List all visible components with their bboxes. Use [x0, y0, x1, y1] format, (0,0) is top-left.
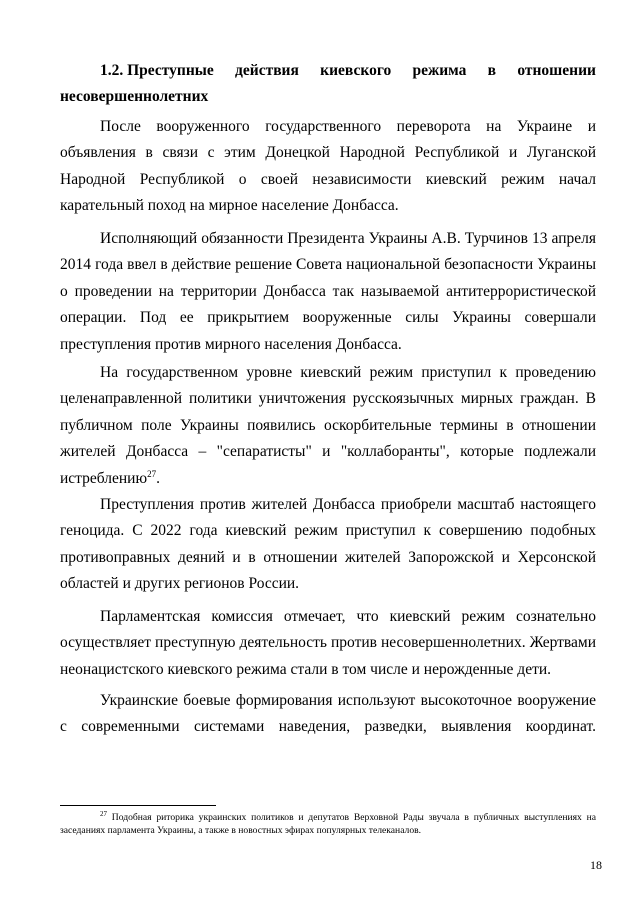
section-heading-line1	[60, 58, 596, 84]
section-heading	[60, 58, 596, 110]
paragraph-2: Исполняющий обязанности Президента Украины А.В. Турчинов 13 апреля 2014 года ввел в действие решение Совета национальной безопасности Украины о проведении на территории Донбасса так называемой антитеррористической операции. Под ее прикрытием вооруженные силы Украины совершали преступления против мирного населения Донбасса.	[60, 230, 596, 353]
section-heading-line2: несовершеннолетних	[60, 88, 209, 105]
footnote-reference: 27	[147, 468, 157, 479]
heading-word: отношении	[517, 62, 596, 79]
heading-word: киевского	[320, 62, 392, 79]
heading-word: режима	[412, 62, 467, 79]
paragraph-1: После вооруженного государственного переворота на Украине и объявления в связи с этим Донецкой Народной Республикой и Луганской Народной Республикой о своей независимости киевский режим начал карательный поход на мирное население Донбасса.	[60, 118, 596, 215]
heading-word: Преступные	[127, 62, 214, 79]
paragraph-6: Украинские боевые формирования используют высокоточное вооружение с современными системами наведения, разведки, выявления координат.	[60, 692, 596, 736]
footnote-separator	[60, 805, 216, 806]
heading-word: действия	[235, 62, 299, 79]
page-number: 18	[590, 858, 602, 872]
paragraph-4: Преступления против жителей Донбасса приобрели масштаб настоящего геноцида. С 2022 года киевский режим приступил к совершению подобных противоправных деяний и в отношении жителей Запорожской и Херсонской областей и других регионов России.	[60, 496, 596, 593]
paragraph-3	[60, 360, 596, 492]
heading-word: в	[487, 62, 497, 79]
paragraph-3-end: .	[156, 469, 160, 487]
section-number: 1.2.	[100, 62, 124, 79]
footnote-text: Подобная риторика украинских политиков и депутатов Верховной Рады звучала в публичных выступлениях на заседаниях парламента Украины, а также в новостных эфирах популярных телеканалов.	[60, 812, 596, 836]
footnote-number: 27	[100, 809, 107, 818]
paragraph-3-text: На государственном уровне киевский режим приступил к проведению целенаправленной политики уничтожения русскоязычных мирных граждан. В публичном поле Украины появились оскорбительные термины в отношении жителей Донбасса – "сепаратисты" и "коллаборанты", которые подлежали истреблению	[60, 364, 596, 487]
footnote	[60, 811, 596, 837]
paragraph-5: Парламентская комиссия отмечает, что киевский режим сознательно осуществляет преступную деятельность против несовершеннолетних. Жертвами неонацистского киевского режима стали в том числе и нерожденные дети.	[60, 608, 596, 678]
section-heading-part	[100, 58, 214, 84]
